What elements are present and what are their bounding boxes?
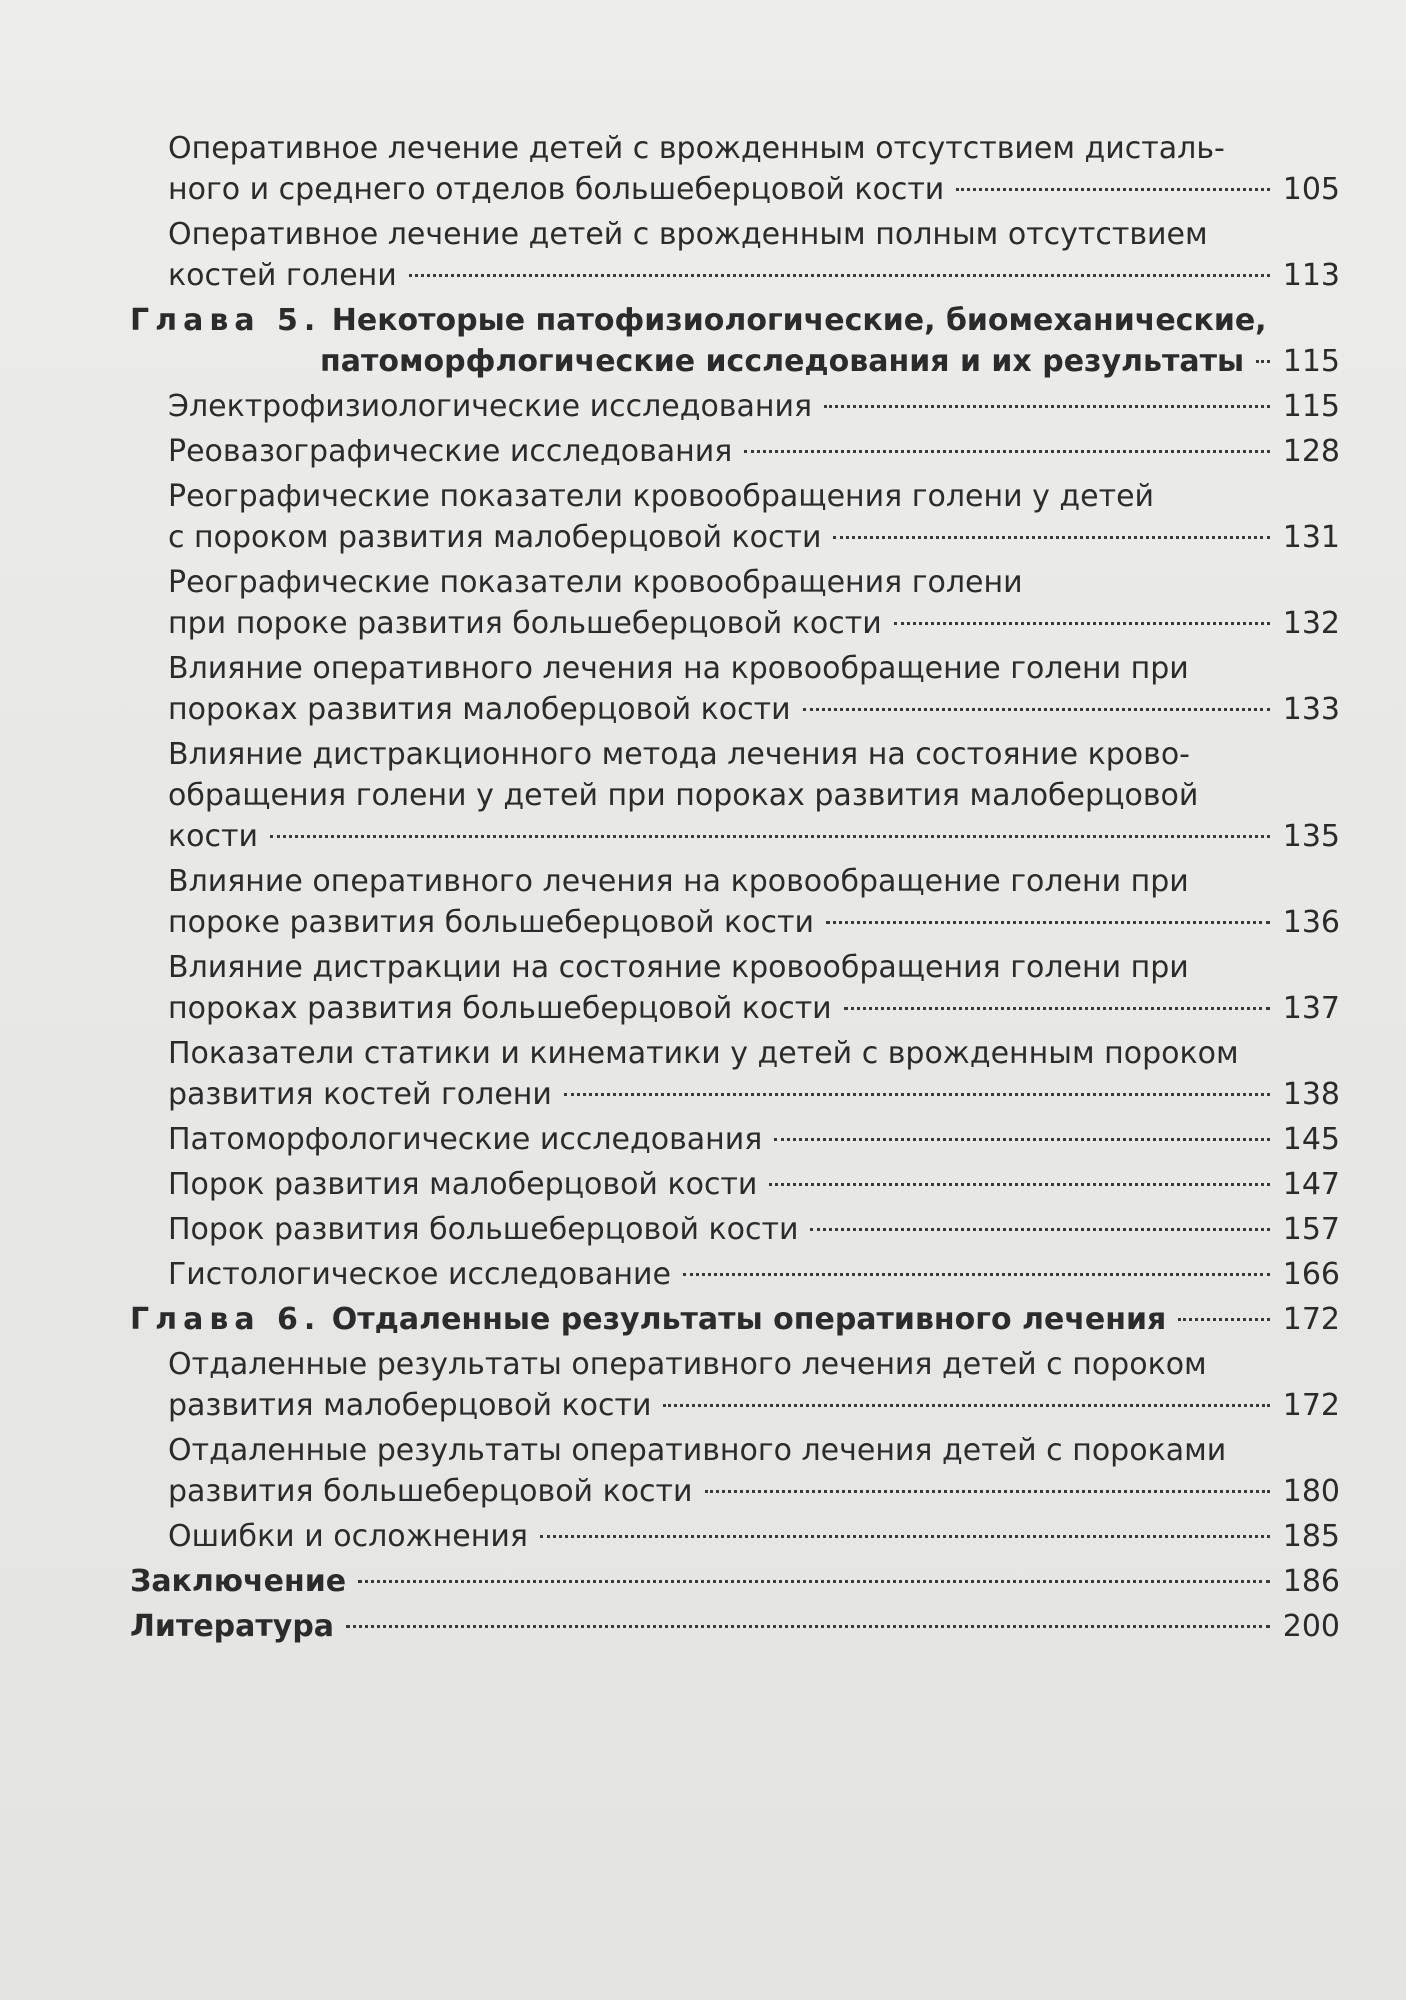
toc-entry-last-line xyxy=(168,1471,1340,1512)
toc-page-number: 113 xyxy=(1282,258,1340,293)
toc-entry-title: пороках развития малоберцовой кости xyxy=(168,692,791,727)
toc-entry-last-line xyxy=(168,1074,1340,1115)
toc-entry-last-line xyxy=(168,1209,1340,1250)
dot-leader xyxy=(824,405,1270,408)
toc-entry-text: Влияние дистракционного метода лечения на состояние крово- xyxy=(168,737,1190,772)
toc-page-number: 186 xyxy=(1282,1564,1340,1599)
toc-top-entry xyxy=(130,1606,1340,1647)
toc-entry-text-line xyxy=(168,1344,1340,1385)
toc-entry-last-line xyxy=(168,1164,1340,1205)
toc-entry-last-line xyxy=(168,255,1340,296)
toc-entry-last-line xyxy=(168,902,1340,943)
toc-entry-text: Реографические показатели кровообращения голени у детей xyxy=(168,479,1155,514)
toc-page-number: 172 xyxy=(1282,1302,1340,1337)
dot-leader xyxy=(540,1535,1270,1538)
toc-page-number: 133 xyxy=(1282,692,1340,727)
toc-entry-text: Отдаленные результаты оперативного лечения детей с пороками xyxy=(168,1433,1227,1468)
toc-entry-title: при пороке развития большеберцовой кости xyxy=(168,606,882,641)
toc-entry-text: Влияние оперативного лечения на кровообращение голени при xyxy=(168,651,1189,686)
toc-section-entry xyxy=(130,947,1340,1029)
dot-leader xyxy=(826,921,1270,924)
toc-entry-last-line xyxy=(130,1606,1340,1647)
toc-page-number: 136 xyxy=(1282,905,1340,940)
chapter-label: Глава 5. xyxy=(130,303,322,338)
toc-entry-last-line xyxy=(168,1119,1340,1160)
toc-entry-text-line xyxy=(168,476,1340,517)
toc-entry-title: ного и среднего отделов большеберцовой кости xyxy=(168,172,945,207)
toc-entry-last-line xyxy=(168,169,1340,210)
toc-page-number: 166 xyxy=(1282,1257,1340,1292)
toc-entry-last-line xyxy=(168,386,1340,427)
toc-entry-last-line xyxy=(168,603,1340,644)
toc-page-number: 115 xyxy=(1282,344,1340,379)
toc-section-entry xyxy=(130,1344,1340,1426)
toc-chapter-entry xyxy=(130,1299,1340,1340)
toc-entry-text: обращения голени у детей при пороках развития малоберцовой xyxy=(168,778,1199,813)
table-of-contents xyxy=(130,128,1340,1651)
toc-entry-title: Ошибки и осложнения xyxy=(168,1519,528,1554)
toc-section-entry xyxy=(130,648,1340,730)
toc-entry-last-line xyxy=(168,816,1340,857)
dot-leader xyxy=(894,622,1270,625)
toc-entry-title: кости xyxy=(168,819,258,854)
chapter-label: Глава 6. xyxy=(130,1302,322,1337)
toc-entry-title: Заключение xyxy=(130,1564,347,1599)
toc-section-entry xyxy=(130,1164,1340,1205)
dot-leader xyxy=(810,1228,1270,1231)
dot-leader xyxy=(346,1625,1270,1628)
toc-entry-last-line xyxy=(168,988,1340,1029)
dot-leader xyxy=(409,274,1270,277)
toc-section-entry xyxy=(130,734,1340,857)
dot-leader xyxy=(1256,360,1270,363)
toc-page-number: 105 xyxy=(1282,172,1340,207)
toc-page-number: 132 xyxy=(1282,606,1340,641)
dot-leader xyxy=(564,1093,1270,1096)
toc-entry-title: костей голени xyxy=(168,258,397,293)
toc-entry-text: Показатели статики и кинематики у детей с врожденным пороком xyxy=(168,1036,1239,1071)
toc-entry-title: с пороком развития малоберцовой кости xyxy=(168,520,822,555)
toc-entry-title: пороках развития большеберцовой кости xyxy=(168,991,832,1026)
toc-page-number: 172 xyxy=(1282,1388,1340,1423)
toc-entry-text-line xyxy=(168,128,1340,169)
toc-entry-last-line xyxy=(130,1561,1340,1602)
toc-entry-text: Реографические показатели кровообращения голени xyxy=(168,565,1023,600)
toc-entry-title: развития костей голени xyxy=(168,1077,552,1112)
toc-entry-title: Порок развития малоберцовой кости xyxy=(168,1167,758,1202)
toc-entry-text: Отдаленные результаты оперативного лечения детей с пороком xyxy=(168,1347,1207,1382)
toc-entry-last-line xyxy=(168,1254,1340,1295)
toc-entry-last-line xyxy=(130,341,1340,382)
dot-leader xyxy=(270,835,1270,838)
toc-entry-last-line xyxy=(168,431,1340,472)
toc-entry-text: Оперативное лечение детей с врожденным полным отсутствием xyxy=(168,217,1208,252)
toc-section-entry xyxy=(130,476,1340,558)
toc-section-entry xyxy=(130,1516,1340,1557)
toc-entry-text: Влияние дистракции на состояние кровообращения голени при xyxy=(168,950,1189,985)
toc-entry-text-line xyxy=(168,1033,1340,1074)
toc-entry-text-line xyxy=(168,775,1340,816)
toc-section-entry xyxy=(130,128,1340,210)
toc-entry-title: Гистологическое исследование xyxy=(168,1257,671,1292)
toc-page-number: 131 xyxy=(1282,520,1340,555)
toc-page-number: 185 xyxy=(1282,1519,1340,1554)
toc-entry-last-line xyxy=(168,689,1340,730)
toc-section-entry xyxy=(130,214,1340,296)
toc-entry-last-line xyxy=(168,1516,1340,1557)
toc-section-entry xyxy=(130,1033,1340,1115)
toc-page-number: 145 xyxy=(1282,1122,1340,1157)
dot-leader xyxy=(358,1580,1270,1583)
toc-page-number: 157 xyxy=(1282,1212,1340,1247)
toc-entry-text: Некоторые патофизиологические, биомеханические, xyxy=(331,303,1267,338)
toc-page-number: 138 xyxy=(1282,1077,1340,1112)
toc-entry-title: пороке развития большеберцовой кости xyxy=(168,905,814,940)
toc-section-entry xyxy=(130,1119,1340,1160)
toc-entry-title: Патоморфологические исследования xyxy=(168,1122,763,1157)
toc-entry-title: Порок развития большеберцовой кости xyxy=(168,1212,799,1247)
toc-entry-title: Реовазографические исследования xyxy=(168,434,733,469)
toc-entry-text-line xyxy=(168,562,1340,603)
toc-entry-text-line xyxy=(168,734,1340,775)
dot-leader xyxy=(744,450,1270,453)
dot-leader xyxy=(844,1007,1270,1010)
toc-entry-text-line xyxy=(130,300,1340,341)
toc-page-number: 180 xyxy=(1282,1474,1340,1509)
dot-leader xyxy=(803,708,1270,711)
toc-page-number: 200 xyxy=(1282,1609,1340,1644)
toc-entry-text-line xyxy=(168,214,1340,255)
dot-leader xyxy=(769,1183,1270,1186)
dot-leader xyxy=(1178,1318,1270,1321)
dot-leader xyxy=(774,1138,1270,1141)
toc-page-number: 135 xyxy=(1282,819,1340,854)
toc-section-entry xyxy=(130,562,1340,644)
toc-section-entry xyxy=(130,1209,1340,1250)
dot-leader xyxy=(705,1490,1270,1493)
toc-entry-title: Отдаленные результаты оперативного лечения xyxy=(331,1302,1167,1337)
toc-entry-text-line xyxy=(168,648,1340,689)
dot-leader xyxy=(833,536,1270,539)
toc-entry-title: развития большеберцовой кости xyxy=(168,1474,693,1509)
toc-entry-last-line xyxy=(130,1299,1340,1340)
toc-page-number: 115 xyxy=(1282,389,1340,424)
toc-entry-title: развития малоберцовой кости xyxy=(168,1388,652,1423)
toc-entry-text: Оперативное лечение детей с врожденным отсутствием дисталь- xyxy=(168,131,1225,166)
toc-section-entry xyxy=(130,861,1340,943)
toc-entry-text-line xyxy=(168,1430,1340,1471)
toc-entry-title: патоморфлогические исследования и их результаты xyxy=(320,344,1245,379)
toc-page-number: 128 xyxy=(1282,434,1340,469)
toc-entry-last-line xyxy=(168,1385,1340,1426)
toc-section-entry xyxy=(130,431,1340,472)
dot-leader xyxy=(683,1273,1270,1276)
toc-entry-last-line xyxy=(168,517,1340,558)
toc-page-number: 147 xyxy=(1282,1167,1340,1202)
toc-section-entry xyxy=(130,1254,1340,1295)
toc-top-entry xyxy=(130,1561,1340,1602)
toc-entry-title: Электрофизиологические исследования xyxy=(168,389,813,424)
toc-section-entry xyxy=(130,386,1340,427)
toc-section-entry xyxy=(130,1430,1340,1512)
dot-leader xyxy=(663,1404,1270,1407)
dot-leader xyxy=(956,188,1270,191)
toc-entry-title: Литература xyxy=(130,1609,335,1644)
toc-chapter-entry xyxy=(130,300,1340,382)
toc-entry-text-line xyxy=(168,947,1340,988)
toc-page-number: 137 xyxy=(1282,991,1340,1026)
toc-entry-text-line xyxy=(168,861,1340,902)
toc-entry-text: Влияние оперативного лечения на кровообращение голени при xyxy=(168,864,1189,899)
